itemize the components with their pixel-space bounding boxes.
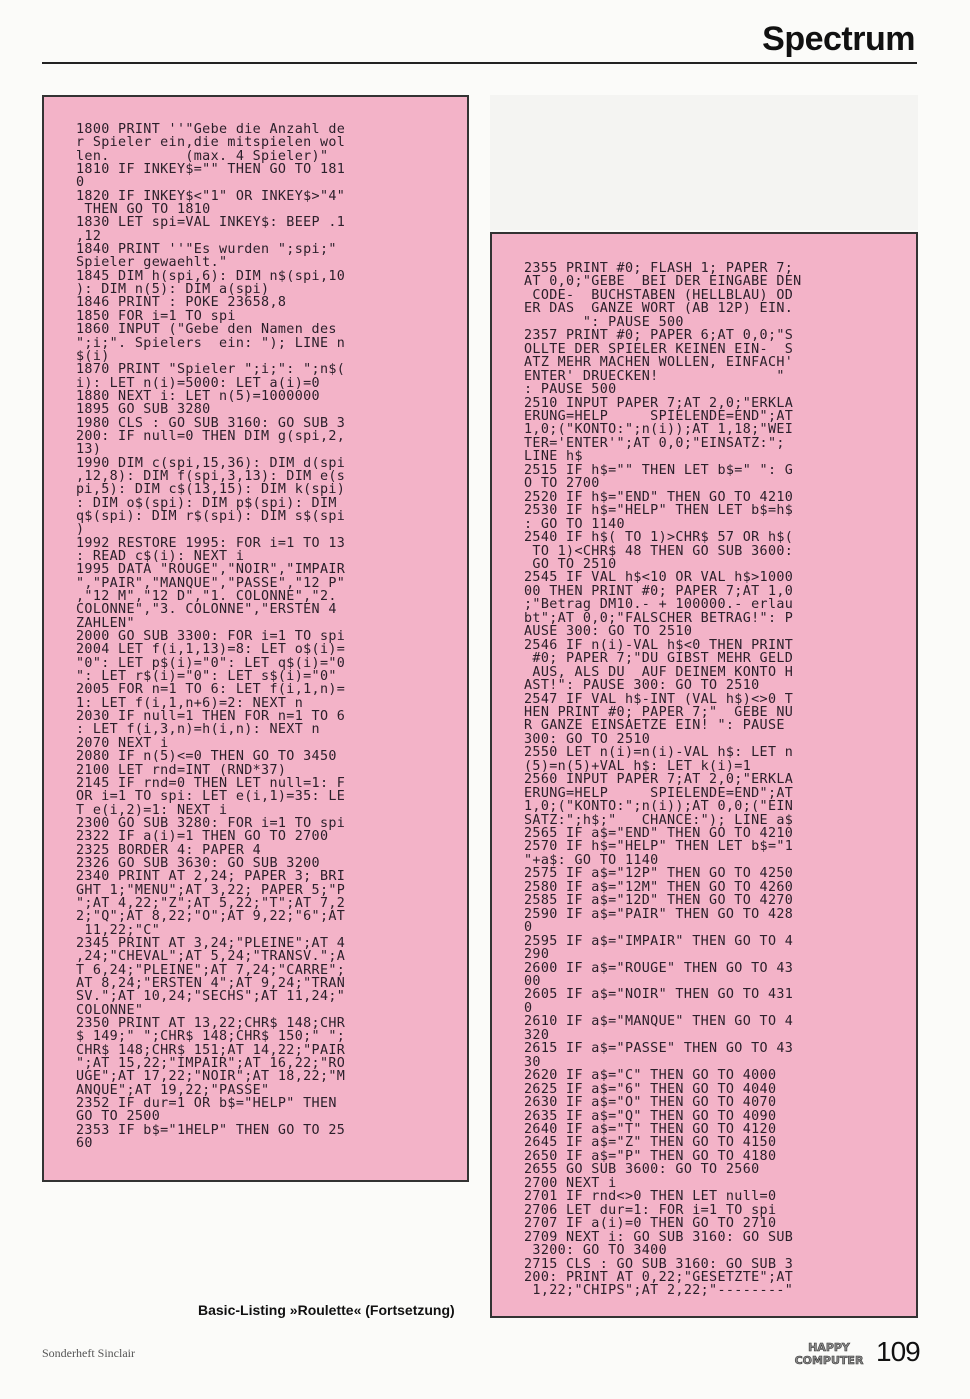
- happy-computer-logo: [790, 1340, 868, 1366]
- listing-left-box: [42, 95, 469, 1182]
- header-rule: [42, 62, 917, 64]
- page-number: 109: [876, 1336, 920, 1367]
- logo-line2: COMPUTER: [794, 1354, 864, 1366]
- footer-source: Sonderheft Sinclair: [42, 1346, 135, 1360]
- faded-panel: [490, 95, 918, 230]
- listing-left-code: 1800 PRINT ''"Gebe die Anzahl de r Spieler ein,die mitspielen wol len. (max. 4 Spieler)" 1810 IF INKEY$="" THEN GO TO 181 0 1820 IF INKEY$<"1" OR INKEY$>"4" THEN GO TO 1810 1830 LET spi=VAL INKEY$: BEEP .1 ,12 1840 PRINT ''"Es wurden ";spi;" Spieler gewaehlt." 1845 DIM h(spi,6): DIM n$(spi,10 ): DIM n(5): DIM a(spi) 1846 PRINT : POKE 23658,8 1850 FOR i=1 TO spi 1860 INPUT ("Gebe den Namen des ";i;". Spielers ein: "); LINE n $(i) 1870 PRINT "Spieler ";i;": ";n$( i): LET n(i)=5000: LET a(i)=0 1880 NEXT i: LET n(5)=1000000 1895 GO SUB 3280 1980 CLS : GO SUB 3160: GO SUB 3 200: IF null=0 THEN DIM g(spi,2, 13) 1990 DIM c(spi,15,36): DIM d(spi ,12,8): DIM f(spi,3,13): DIM e(s pi,5): DIM c$(13,15): DIM k(spi) : DIM o$(spi): DIM p$(spi): DIM q$(spi): DIM r$(spi): DIM s$(spi ) 1992 RESTORE 1995: FOR i=1 TO 13 : READ c$(i): NEXT i 1995 DATA "ROUGE","NOIR","IMPAIR ","PAIR","MANQUE","PASSE","12 P" ,"12 M","12 D","1. COLONNE","2. COLONNE","3. COLONNE","ERSTEN 4 ZAHLEN" 2000 GO SUB 3300: FOR i=1 TO spi 2004 LET f(i,1,13)=8: LET o$(i)= "0": LET p$(i)="0": LET q$(i)="0 ": LET r$(i)="0": LET s$(i)="0" 2005 FOR n=1 TO 6: LET f(i,1,n)= 1: LET f(i,1,n+6)=2: NEXT n 2030 IF null=1 THEN FOR n=1 TO 6 : LET f(i,3,n)=h(i,n): NEXT n 2070 NEXT i 2080 IF n(5)<=0 THEN GO TO 3450 2100 LET rnd=INT (RND*37) 2145 IF rnd=0 THEN LET null=1: F OR i=1 TO spi: LET e(i,1)=35: LE T e(i,2)=1: NEXT i 2300 GO SUB 3280: FOR i=1 TO spi 2322 IF a(i)=1 THEN GO TO 2700 2325 BORDER 4: PAPER 4 2326 GO SUB 3630: GO SUB 3200 2340 PRINT AT 2,24; PAPER 3; BRI GHT 1;"MENU";AT 3,22; PAPER 5;"P ";AT 4,22;"Z";AT 5,22;"T";AT 7,2 2;"Q";AT 8,22;"O";AT 9,22;"6";AT 11,22;"C" 2345 PRINT AT 3,24;"PLEINE";AT 4 ,24;"CHEVAL";AT 5,24;"TRANSV.";A T 6,24;"PLEINE";AT 7,24;"CARRE"; AT 8,24;"ERSTEN 4";AT 9,24;"TRAN SV.";AT 10,24;"SECHS";AT 11,24;" COLONNE" 2350 PRINT AT 13,22;CHR$ 148;CHR $ 149;" ";CHR$ 148;CHR$ 150;" "; CHR$ 148;CHR$ 151;AT 14,22;"PAIR ";AT 15,22;"IMPAIR";AT 16,22;"RO UGE";AT 17,22;"NOIR";AT 18,22;"M ANQUE";AT 19,22;"PASSE" 2352 IF dur=1 OR b$="HELP" THEN GO TO 2500 2353 IF b$="1HELP" THEN GO TO 25 60: [76, 122, 346, 1152]
- logo-line1: HAPPY: [808, 1341, 850, 1354]
- listing-right-code: 2355 PRINT #0; FLASH 1; PAPER 7; AT 0,0;"GEBE BEI DER EINGABE DEN CODE- BUCHSTABEN (HELLBLAU) OD ER DAS GANZE WORT (AB 12P) EIN. ": PAUSE 500 2357 PRINT #0; PAPER 6;AT 0,0;"S OLLTE DER SPIELER KEINEN EIN- S ATZ MEHR MACHEN WOLLEN, EINFACH' ENTER' DRUECKEN! " : PAUSE 500 2510 INPUT PAPER 7;AT 2,0;"ERKLA ERUNG=HELP SPIELENDE=END";AT 1,0;("KONTO:";n(i));AT 1,18;"WEI TER='ENTER'";AT 0,0;"EINSATZ:"; LINE h$ 2515 IF h$="" THEN LET b$=" ": G O TO 2700 2520 IF h$="END" THEN GO TO 4210 2530 IF h$="HELP" THEN LET b$=h$ : GO TO 1140 2540 IF h$( TO 1)>CHR$ 57 OR h$( TO 1)<CHR$ 48 THEN GO SUB 3600: GO TO 2510 2545 IF VAL h$<10 OR VAL h$>1000 00 THEN PRINT #0; PAPER 7;AT 1,0 ;"Betrag DM10.- + 100000.- erlau bt";AT 0,0;"FALSCHER BETRAG!": P AUSE 300: GO TO 2510 2546 IF n(i)-VAL h$<0 THEN PRINT #0; PAPER 7;"DU GIBST MEHR GELD AUS, ALS DU AUF DEINEM KONTO H AST!": PAUSE 300: GO TO 2510 2547 IF VAL h$-INT (VAL h$)<>0 T HEN PRINT #0; PAPER 7;" GEBE NU R GANZE EINSAETZE EIN! ": PAUSE 300: GO TO 2510 2550 LET n(i)=n(i)-VAL h$: LET n (5)=n(5)+VAL h$: LET k(i)=1 2560 INPUT PAPER 7;AT 2,0;"ERKLA ERUNG=HELP SPIELENDE=END";AT 1,0;("KONTO:";n(i));AT 0,0;("EIN SATZ:";h$;" CHANCE:"); LINE a$ 2565 IF a$="END" THEN GO TO 4210 2570 IF h$="HELP" THEN LET b$="1 "+a$: GO TO 1140 2575 IF a$="12P" THEN GO TO 4250 2580 IF a$="12M" THEN GO TO 4260 2585 IF a$="12D" THEN GO TO 4270 2590 IF a$="PAIR" THEN GO TO 428 0 2595 IF a$="IMPAIR" THEN GO TO 4 290 2600 IF a$="ROUGE" THEN GO TO 43 00 2605 IF a$="NOIR" THEN GO TO 431 0 2610 IF a$="MANQUE" THEN GO TO 4 320 2615 IF a$="PASSE" THEN GO TO 43 30 2620 IF a$="C" THEN GO TO 4000 2625 IF a$="6" THEN GO TO 4040 2630 IF a$="O" THEN GO TO 4070 2635 IF a$="Q" THEN GO TO 4090 2640 IF a$="T" THEN GO TO 4120 2645 IF a$="Z" THEN GO TO 4150 2650 IF a$="P" THEN GO TO 4180 2655 GO SUB 3600: GO TO 2560 2700 NEXT i 2701 IF rnd<>0 THEN LET null=0 2706 LET dur=1: FOR i=1 TO spi 2707 IF a(i)=0 THEN GO TO 2710 2709 NEXT i: GO SUB 3160: GO SUB 3200: GO TO 3400 2715 CLS : GO SUB 3160: GO SUB 3 200: PRINT AT 0,22;"GESETZTE";AT 1,22;"CHIPS";AT 2,22;"--------": [524, 261, 802, 1299]
- listing-caption: Basic-Listing »Roulette« (Fortsetzung): [198, 1302, 455, 1318]
- section-title: Spectrum: [762, 20, 915, 58]
- listing-right-box: [490, 232, 918, 1318]
